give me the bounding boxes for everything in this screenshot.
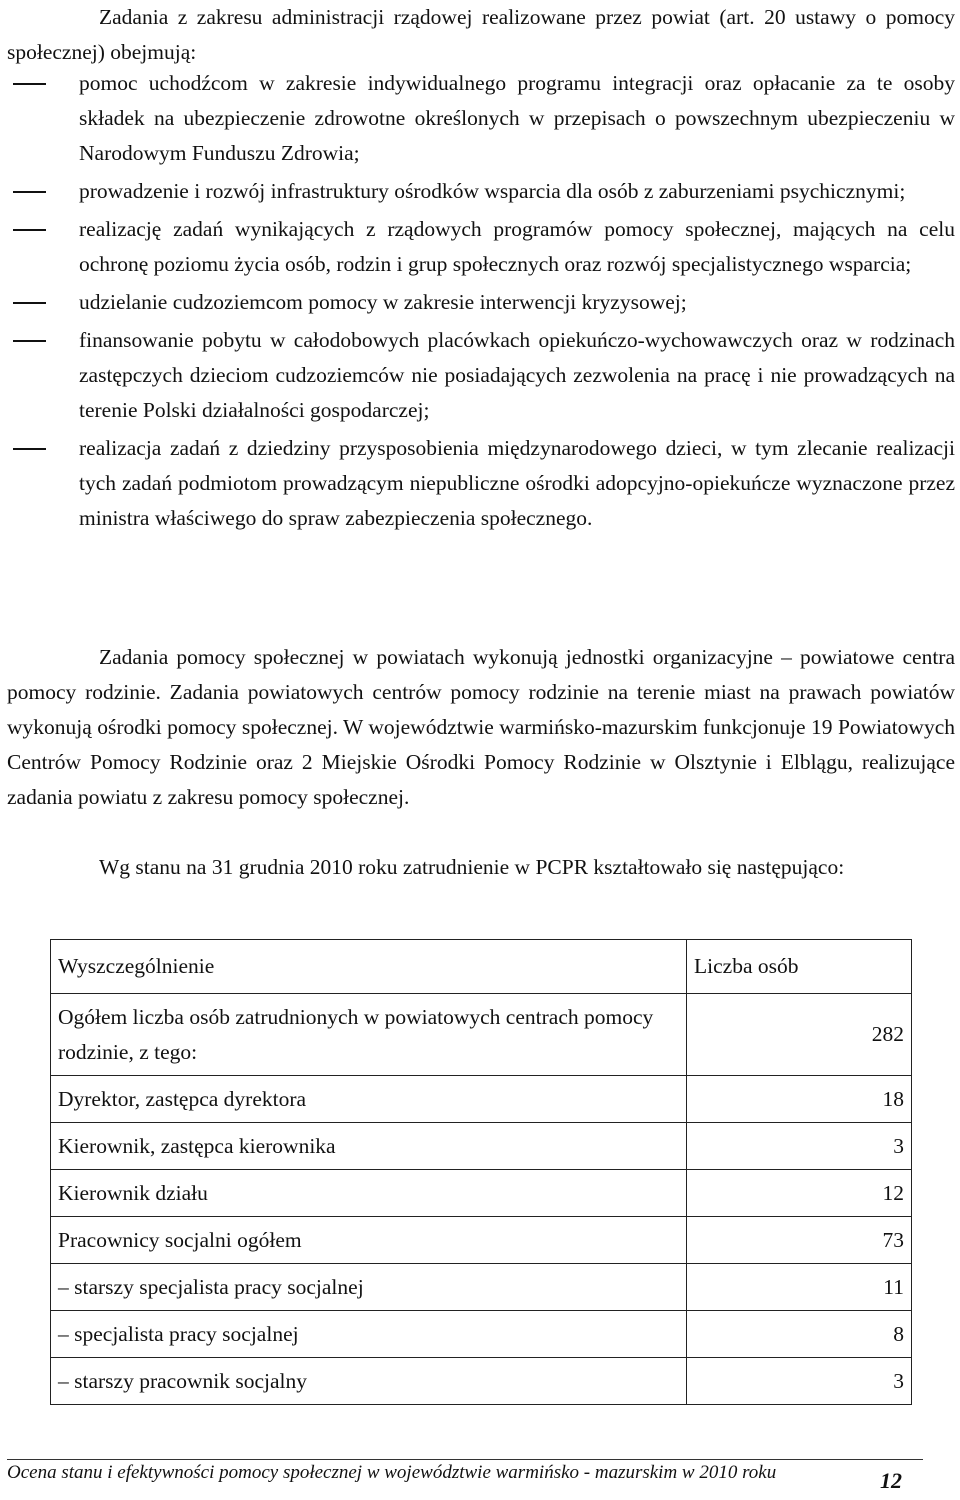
row-label: Kierownik działu [51, 1170, 687, 1217]
row-value: 8 [687, 1311, 912, 1358]
list-item: udzielanie cudzoziemcom pomocy w zakresie interwencji kryzysowej; [7, 285, 955, 320]
table-header-row [51, 940, 912, 994]
table-row [51, 1170, 912, 1217]
footer-divider [7, 1459, 923, 1460]
table-row [51, 1311, 912, 1358]
header-cell-count: Liczba osób [687, 940, 912, 994]
employment-table [50, 939, 912, 1405]
intro-paragraph [7, 0, 955, 70]
intro-line-1: Zadania z zakresu administracji rządowej realizowane przez powiat [99, 5, 710, 29]
row-label: Ogółem liczba osób zatrudnionych w powiatowych centrach pomocy rodzinie, z tego: [51, 994, 687, 1076]
row-label: Dyrektor, zastępca dyrektora [51, 1076, 687, 1123]
list-item: pomoc uchodźcom w zakresie indywidualnego programu integracji oraz opłacanie za te osoby składek na ubezpieczenie zdrowotne określonych w przepisach o powszechnym ubezpieczeniu w Narodowym Funduszu Zdrowia; [7, 66, 955, 171]
list-item: realizację zadań wynikających z rządowych programów pomocy społecznej, mających na celu ochronę poziomu życia osób, rodzin i grup społecznych oraz rozwój specjalistycznego wsparcia; [7, 212, 955, 282]
dash-bullet-icon [13, 340, 46, 342]
list-item: prowadzenie i rozwój infrastruktury ośrodków wsparcia dla osób z zaburzeniami psychicznymi; [7, 174, 955, 209]
dash-bullet-icon [13, 83, 46, 85]
header-cell-description: Wyszczególnienie [51, 940, 687, 994]
table-row [51, 1076, 912, 1123]
row-value: 282 [687, 994, 912, 1076]
row-label: – starszy specjalista pracy socjalnej [51, 1264, 687, 1311]
row-value: 73 [687, 1217, 912, 1264]
row-value: 3 [687, 1358, 912, 1405]
table-row [51, 1358, 912, 1405]
table-row [51, 1123, 912, 1170]
employment-intro-paragraph: Wg stanu na 31 grudnia 2010 roku zatrudnienie w PCPR kształtowało się następująco: [99, 855, 845, 879]
dash-bullet-icon [13, 448, 46, 450]
table-row [51, 994, 912, 1076]
row-value: 11 [687, 1264, 912, 1311]
row-label: Kierownik, zastępca kierownika [51, 1123, 687, 1170]
table-row [51, 1264, 912, 1311]
row-value: 3 [687, 1123, 912, 1170]
dash-bullet-icon [13, 229, 46, 231]
powiat-centers-paragraph: Zadania pomocy społecznej w powiatach wykonują jednostki organizacyjne – powiatowe centra pomocy rodzinie. Zadania powiatowych centrów pomocy rodzinie na terenie miast na prawach powiatów wykonują ośrodki pomocy społecznej. W województwie warmińsko-mazurskim funkcjonuje 19 Powiatowych Centrów Pomocy Rodzinie oraz 2 Miejskie Ośrodki Pomocy Rodzinie w Olsztynie i Elblągu, realizujące zadania powiatu z zakresu pomocy społecznej. [7, 645, 955, 809]
dash-bullet-icon [13, 302, 46, 304]
task-list [7, 66, 955, 539]
table-row [51, 1217, 912, 1264]
list-item: finansowanie pobytu w całodobowych placówkach opiekuńczo-wychowawczych oraz w rodzinach zastępczych dzieciom cudzoziemców nie posiadających zezwolenia na pracę i nie prowadzących na terenie Polski działalności gospodarczej; [7, 323, 955, 428]
row-label: Pracownicy socjalni ogółem [51, 1217, 687, 1264]
list-item: realizacja zadań z dziedziny przysposobienia międzynarodowego dzieci, w tym zlecanie realizacji tych zadań podmiotom prowadzącym niepubliczne ośrodki adopcyjno-opiekuńcze wyznaczone przez ministra właściwego do spraw zabezpieczenia społecznego. [7, 431, 955, 536]
dash-bullet-icon [13, 191, 46, 193]
footer-title: Ocena stanu i efektywności pomocy społecznej w województwie warmińsko - mazurskim w 2010 roku [7, 1462, 777, 1483]
row-label: – starszy pracownik socjalny [51, 1358, 687, 1405]
row-value: 18 [687, 1076, 912, 1123]
page-number: 12 [880, 1468, 902, 1493]
row-label: – specjalista pracy socjalnej [51, 1311, 687, 1358]
intro-line-2: (art. 20 ustawy o pomocy społecznej) obejmują: [7, 5, 955, 64]
row-value: 12 [687, 1170, 912, 1217]
